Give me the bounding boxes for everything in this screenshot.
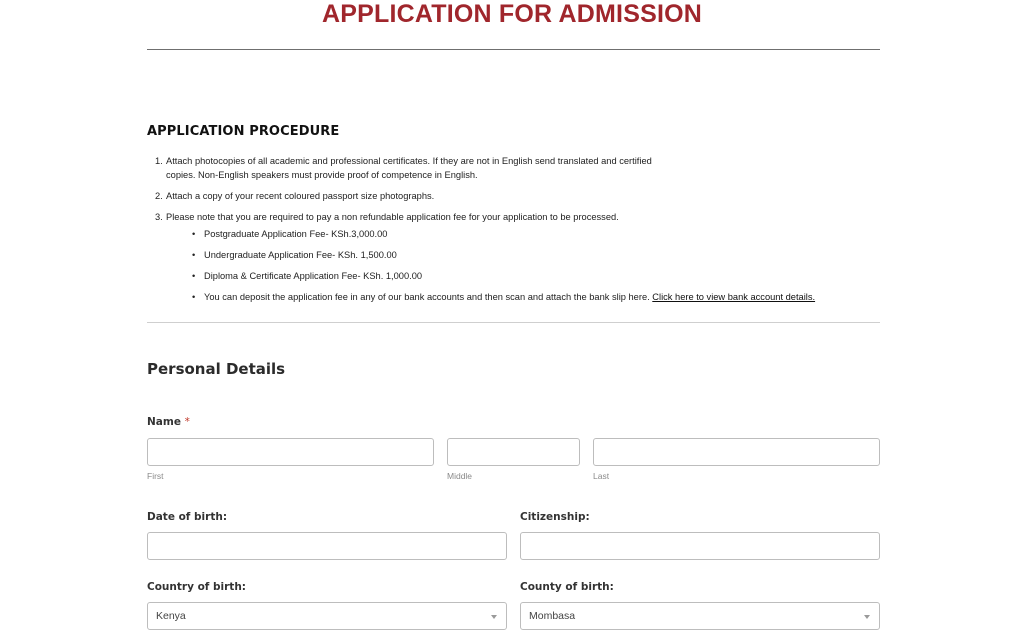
procedure-list bbox=[147, 154, 847, 311]
middle-name-sublabel: Middle bbox=[447, 471, 473, 481]
county-select[interactable] bbox=[520, 602, 880, 630]
procedure-step-text: Attach a copy of your recent coloured passport size photographs. bbox=[166, 191, 435, 201]
procedure-step: 3. Please note that you are required to pay a non refundable application fee for your application to be processed. • Postgraduate Application Fee- KSh.3,000.00 • Undergraduate Application Fee- KSh. 1,500.00 • Diploma & Certificate Application Fee- KSh. 1,000.00 • You can deposit the application fee in any of our bank accounts and then scan and attach the bank slip here. Click here to view bank account details. bbox=[147, 210, 847, 304]
personal-details-heading: Personal Details bbox=[147, 360, 286, 378]
bank-details-link[interactable]: Click here to view bank account details. bbox=[652, 292, 816, 302]
citizenship-label: Citizenship: bbox=[520, 511, 590, 523]
procedure-step-text: Attach photocopies of all academic and professional certificates. If they are not in English send translated and certified copies. Non-English speakers must provide proof of competence in English. bbox=[166, 156, 652, 180]
country-label: Country of birth: bbox=[147, 581, 246, 593]
procedure-step-text: Please note that you are required to pay a non refundable application fee for your application to be processed. bbox=[166, 212, 619, 222]
first-name-sublabel: First bbox=[147, 471, 164, 481]
county-select-value: Mombasa bbox=[529, 610, 576, 622]
chevron-down-icon bbox=[491, 615, 497, 619]
page-title: APPLICATION FOR ADMISSION bbox=[322, 0, 702, 28]
fee-item: • Postgraduate Application Fee- KSh.3,000.00 bbox=[192, 229, 388, 239]
dob-input[interactable] bbox=[147, 532, 507, 560]
chevron-down-icon bbox=[864, 615, 870, 619]
procedure-step: 2. Attach a copy of your recent coloured passport size photographs. bbox=[147, 189, 847, 203]
country-select-value: Kenya bbox=[156, 610, 186, 622]
county-label: County of birth: bbox=[520, 581, 614, 593]
section-divider bbox=[147, 322, 880, 323]
last-name-input[interactable] bbox=[593, 438, 880, 466]
fee-item: • Undergraduate Application Fee- KSh. 1,500.00 bbox=[192, 250, 397, 260]
middle-name-input[interactable] bbox=[447, 438, 580, 466]
name-label: Name * bbox=[147, 416, 190, 428]
procedure-step: 1. Attach photocopies of all academic and professional certificates. If they are not in English send translated and certified copies. Non-English speakers must provide proof of competence in English. bbox=[147, 154, 847, 182]
citizenship-input[interactable] bbox=[520, 532, 880, 560]
deposit-item: • You can deposit the application fee in any of our bank accounts and then scan and attach the bank slip here. Click here to view bank account details. bbox=[192, 292, 816, 302]
required-marker: * bbox=[184, 416, 190, 428]
procedure-heading: APPLICATION PROCEDURE bbox=[147, 124, 340, 139]
title-divider bbox=[147, 49, 880, 50]
fee-list bbox=[166, 227, 847, 304]
country-select[interactable] bbox=[147, 602, 507, 630]
last-name-sublabel: Last bbox=[593, 471, 610, 481]
dob-label: Date of birth: bbox=[147, 511, 228, 523]
fee-item: • Diploma & Certificate Application Fee- KSh. 1,000.00 bbox=[192, 271, 423, 281]
first-name-input[interactable] bbox=[147, 438, 434, 466]
